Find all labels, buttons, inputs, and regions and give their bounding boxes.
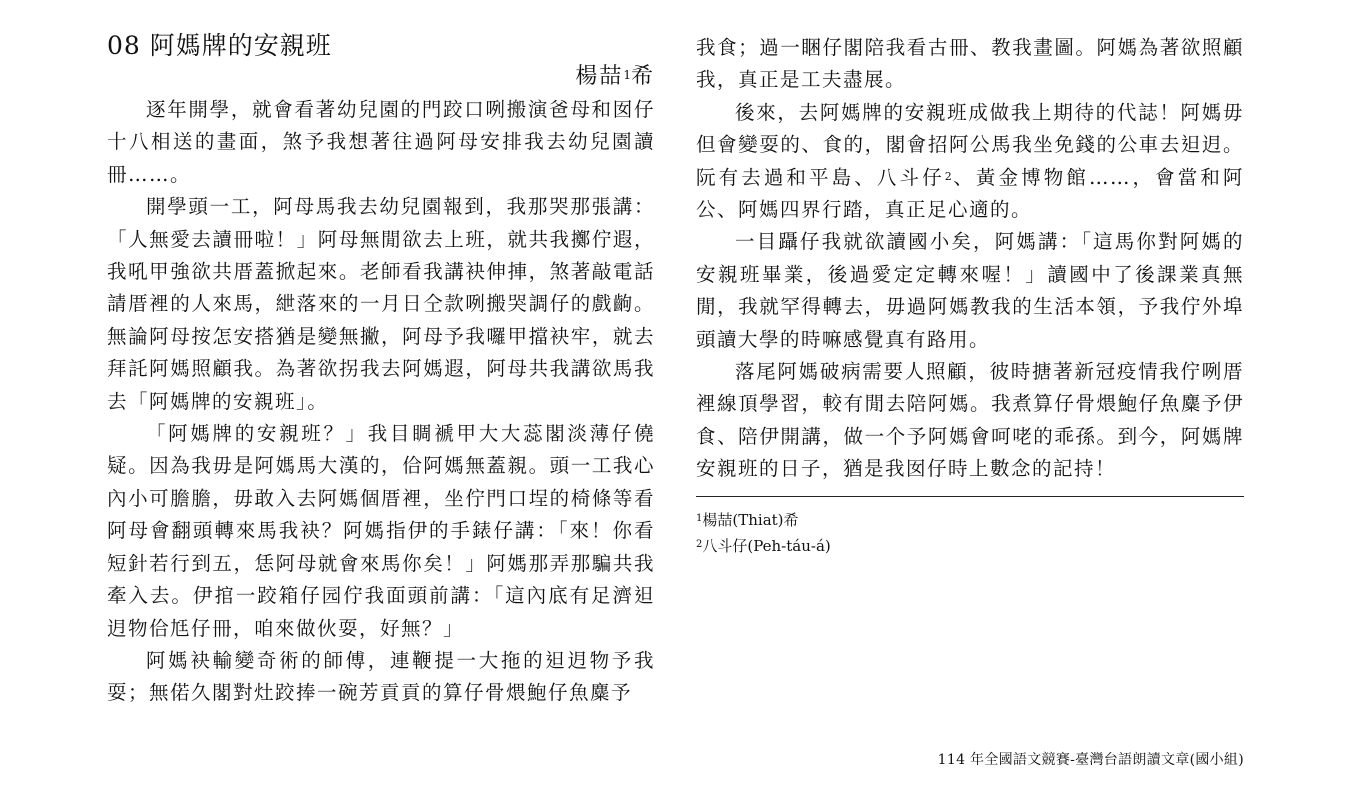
footnote-2: [696, 533, 1244, 559]
paragraph-4: 阿媽袂輸變奇術的師傅，連鞭提一大拖的𨑨迌物予我耍；無偌久閣對灶跤捧一碗芳貢貢的算仔骨煨鮑仔魚麋予: [107, 648, 655, 705]
paragraph-7: 落尾阿媽破病需要人照顧，彼時搪著新冠疫情我佇咧厝裡線頂學習，較有閒去陪阿媽。我煮算仔骨煨鮑仔魚麋予伊食、陪伊開講，做一个予阿媽會呵咾的乖孫。到今，阿媽牌安親班的日子，猶是我囡仔時上數念的記持！: [696, 360, 1244, 481]
paragraph-5: [696, 97, 1244, 227]
author-name-suffix: 希: [630, 64, 655, 89]
paragraph-5-part-b: 、黃金博物館……，會當和阿公、阿媽四界行踏，真正足心適的。: [696, 165, 1244, 222]
paragraph-5-part-a: 後來，去阿媽牌的安親班成做我上期待的代誌！阿媽毋但會變耍的、食的，閣會招阿公馬我坐免錢的公車去𨑨迌。阮有去過和平島、八斗仔: [696, 100, 1244, 189]
author-line: [107, 62, 655, 92]
footnote-ref-1: 1: [623, 68, 631, 82]
page-footer: 114 年全國語文競賽-臺灣台語朗讀文章(國小組): [937, 752, 1244, 768]
footnote-ref-2: 2: [944, 169, 952, 183]
right-column: [696, 32, 1244, 559]
paragraph-3: 「阿媽牌的安親班？」我目睭褫甲大大蕊閣淡薄仔僥疑。因為我毋是阿媽馬大漢的，佮阿媽無蓋親。頭一工我心內小可膽膽，毋敢入去阿媽個厝裡，坐佇門口埕的椅條等看阿母會翻頭轉來馬我袂？阿媽指伊的手錶仔講：「來！你看短針若行到五，恁阿母就會來馬你矣！」阿媽那弄那騙共我牽入去。伊捾一跤箱仔园佇我面頭前講：「這內底有足濟𨑨迌物佮尪仔冊，咱來做伙耍，好無？」: [107, 422, 655, 640]
left-column: [107, 30, 655, 710]
paragraph-6: 一目躡仔我就欲讀國小矣，阿媽講：「這馬你對阿媽的安親班畢業，後過愛定定轉來喔！」讀國中了後課業真無閒，我就罕得轉去，毋過阿媽教我的生活本領，予我佇外埠頭讀大學的時嘛感覺真有路用。: [696, 230, 1244, 351]
footnote-1: [696, 507, 1244, 533]
footnote-2-text: 八斗仔(Peh-táu-á): [702, 536, 831, 555]
paragraph-1: 逐年開學，就會看著幼兒園的門跤口咧搬演爸母和囡仔十八相送的畫面，煞予我想著往過阿母安排我去幼兒園讀冊……。: [107, 98, 655, 186]
footnote-1-text: 楊喆(Thiat)希: [702, 510, 799, 529]
footnote-2-number: 2: [696, 538, 703, 550]
footnote-1-number: 1: [696, 512, 703, 524]
paragraph-4-continued: 我食；過一睏仔閣陪我看古冊、教我畫圖。阿媽為著欲照顧我，真正是工夫盡展。: [696, 36, 1244, 92]
paragraph-2: 開學頭一工，阿母馬我去幼兒園報到，我那哭那張講：「人無愛去讀冊啦！」阿母無閒欲去上班，就共我擲佇遐，我吼甲強欲共厝蓋掀起來。老師看我講袂伸捙，煞著敲電話請厝裡的人來馬，紲落來的一月日仝款咧搬哭調仔的戲齣。無論阿母按怎安搭猶是變無撇，阿母予我囉甲擋袂牢，就去拜託阿媽照顧我。為著欲拐我去阿媽遐，阿母共我講欲馬我去「阿媽牌的安親班」。: [107, 195, 655, 413]
footnote-divider: [696, 496, 1244, 497]
author-name: 楊喆: [575, 64, 624, 89]
article-title: 08 阿媽牌的安親班: [107, 31, 332, 60]
